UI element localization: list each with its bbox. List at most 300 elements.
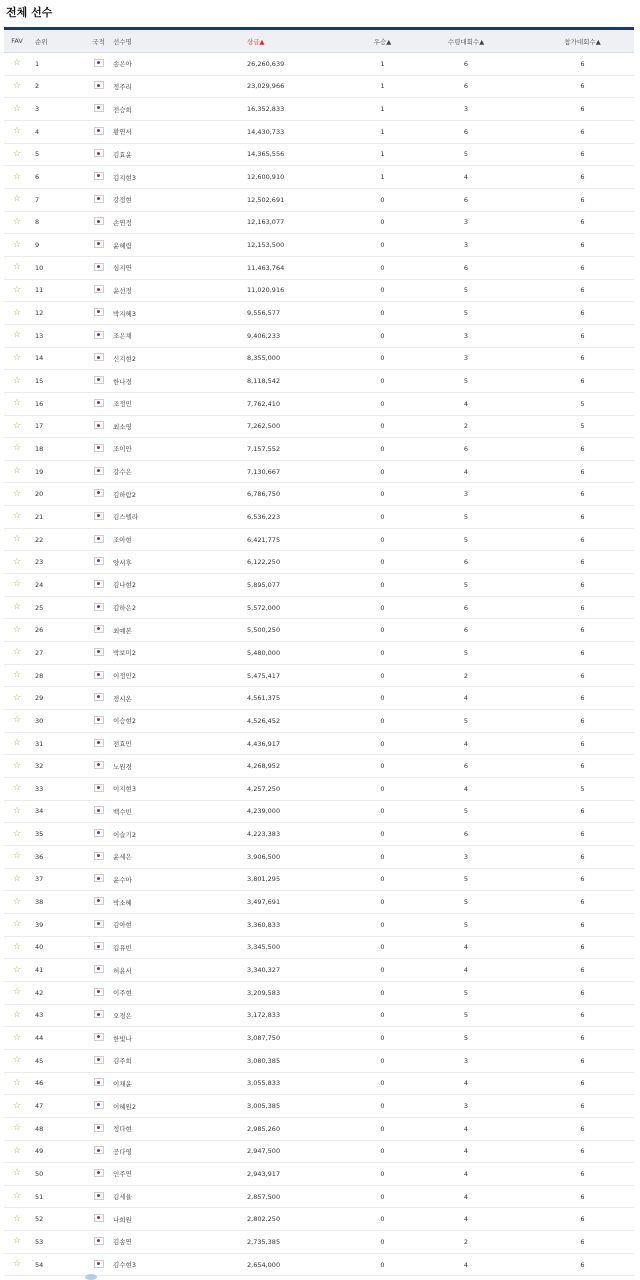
- wins-cell: 0: [364, 891, 401, 914]
- table-row: [4, 551, 634, 574]
- prize-cell: 3,801,295: [241, 868, 364, 891]
- table-row: [4, 732, 634, 755]
- prize-cell: 3,055,833: [241, 1072, 364, 1095]
- table-row: [4, 256, 634, 279]
- header-fav: FAV: [4, 30, 30, 53]
- nation-cell: [86, 1140, 111, 1163]
- star-outline-icon[interactable]: ☆: [12, 284, 22, 295]
- korea-flag-icon: [94, 1101, 104, 1109]
- star-outline-icon[interactable]: ☆: [12, 103, 22, 114]
- star-outline-icon[interactable]: ☆: [12, 556, 22, 567]
- star-outline-icon[interactable]: ☆: [12, 738, 22, 749]
- star-outline-icon[interactable]: ☆: [12, 443, 22, 454]
- korea-flag-icon: [94, 1237, 104, 1245]
- table-row: [4, 302, 634, 325]
- player-name-link[interactable]: 백수빈: [111, 800, 241, 823]
- korea-flag-icon: [94, 784, 104, 792]
- table-row: [4, 415, 634, 438]
- player-name-link[interactable]: 이정민2: [111, 664, 241, 687]
- player-name-link[interactable]: 조정민: [111, 392, 241, 415]
- player-name-link[interactable]: 이주현: [111, 981, 241, 1004]
- wins-cell: 1: [364, 143, 401, 166]
- player-name-link[interactable]: 김나현2: [111, 574, 241, 597]
- prize-cell: 12,502,691: [241, 188, 364, 211]
- table-row: [4, 1049, 634, 1072]
- prize-cell: 3,087,750: [241, 1027, 364, 1050]
- events-cell: 6: [531, 710, 634, 733]
- wins-cell: 1: [364, 75, 401, 98]
- cuts-cell: 5: [401, 981, 531, 1004]
- rank-cell: 11: [30, 279, 86, 302]
- fav-cell: [4, 1185, 30, 1208]
- table-row: [4, 120, 634, 143]
- fav-cell: [4, 256, 30, 279]
- star-outline-icon[interactable]: ☆: [12, 1009, 22, 1020]
- player-name-link[interactable]: 김지현3: [111, 166, 241, 189]
- fav-cell: [4, 53, 30, 76]
- wins-cell: 0: [364, 370, 401, 393]
- star-outline-icon[interactable]: ☆: [12, 1123, 22, 1134]
- events-cell: 5: [531, 778, 634, 801]
- star-outline-icon[interactable]: ☆: [12, 80, 22, 91]
- fav-cell: [4, 687, 30, 710]
- korea-flag-icon: [94, 1033, 104, 1041]
- player-name-link[interactable]: 이승현2: [111, 710, 241, 733]
- prize-cell: 8,118,542: [241, 370, 364, 393]
- events-cell: 6: [531, 460, 634, 483]
- prize-cell: 6,421,775: [241, 528, 364, 551]
- wins-cell: 1: [364, 120, 401, 143]
- wins-cell: 0: [364, 1004, 401, 1027]
- rank-cell: 34: [30, 800, 86, 823]
- player-name-link[interactable]: 인주연: [111, 1163, 241, 1186]
- player-name-link[interactable]: 김주희: [111, 1049, 241, 1072]
- wins-cell: 0: [364, 800, 401, 823]
- cuts-cell: 2: [401, 664, 531, 687]
- player-name-link[interactable]: 나희원: [111, 1208, 241, 1231]
- prize-cell: 2,985,260: [241, 1117, 364, 1140]
- table-row: [4, 392, 634, 415]
- player-name-link[interactable]: 김아현: [111, 913, 241, 936]
- cuts-cell: 5: [401, 574, 531, 597]
- events-cell: 6: [531, 891, 634, 914]
- players-table: [4, 30, 634, 1276]
- player-name-link[interactable]: 강정현: [111, 188, 241, 211]
- table-row: [4, 1072, 634, 1095]
- cuts-cell: 5: [401, 642, 531, 665]
- events-cell: 6: [531, 75, 634, 98]
- player-name-link[interactable]: 심지연: [111, 256, 241, 279]
- player-name-link[interactable]: 조이안: [111, 438, 241, 461]
- cuts-cell: 6: [401, 823, 531, 846]
- rank-cell: 43: [30, 1004, 86, 1027]
- prize-cell: 5,480,000: [241, 642, 364, 665]
- star-outline-icon[interactable]: ☆: [12, 579, 22, 590]
- table-row: [4, 75, 634, 98]
- events-cell: 6: [531, 1072, 634, 1095]
- fav-cell: [4, 845, 30, 868]
- cuts-cell: 6: [401, 53, 531, 76]
- fav-cell: [4, 98, 30, 121]
- cuts-cell: 3: [401, 1049, 531, 1072]
- star-outline-icon[interactable]: ☆: [12, 987, 22, 998]
- prize-cell: 8,355,000: [241, 347, 364, 370]
- player-name-link[interactable]: 이혜원2: [111, 1095, 241, 1118]
- player-name-link[interactable]: 정주리: [111, 75, 241, 98]
- korea-flag-icon: [94, 467, 104, 475]
- cuts-cell: 6: [401, 551, 531, 574]
- nation-cell: [86, 234, 111, 257]
- player-name-link[interactable]: 윤선정: [111, 279, 241, 302]
- rank-cell: 20: [30, 483, 86, 506]
- prize-cell: 3,172,833: [241, 1004, 364, 1027]
- cuts-cell: 4: [401, 1253, 531, 1276]
- prize-cell: 11,020,916: [241, 279, 364, 302]
- rank-cell: 31: [30, 732, 86, 755]
- table-row: [4, 687, 634, 710]
- player-name-link[interactable]: 조아현: [111, 528, 241, 551]
- player-name-link[interactable]: 윤세은: [111, 845, 241, 868]
- player-name-link[interactable]: 이지현3: [111, 778, 241, 801]
- fav-cell: [4, 1027, 30, 1050]
- events-cell: 6: [531, 800, 634, 823]
- player-name-link[interactable]: 윤수아: [111, 868, 241, 891]
- star-outline-icon[interactable]: ☆: [12, 919, 22, 930]
- nation-cell: [86, 98, 111, 121]
- prize-cell: 2,654,000: [241, 1253, 364, 1276]
- rank-cell: 46: [30, 1072, 86, 1095]
- nation-cell: [86, 53, 111, 76]
- header-prize-sort[interactable]: 상금▲: [241, 30, 364, 53]
- nation-cell: [86, 166, 111, 189]
- star-outline-icon[interactable]: ☆: [12, 1032, 22, 1043]
- prize-cell: 4,268,952: [241, 755, 364, 778]
- star-outline-icon[interactable]: ☆: [12, 828, 22, 839]
- star-outline-icon[interactable]: ☆: [12, 1213, 22, 1224]
- star-outline-icon[interactable]: ☆: [12, 262, 22, 273]
- fav-cell: [4, 120, 30, 143]
- star-outline-icon[interactable]: ☆: [12, 216, 22, 227]
- star-outline-icon[interactable]: ☆: [12, 873, 22, 884]
- rank-cell: 29: [30, 687, 86, 710]
- fav-cell: [4, 279, 30, 302]
- prize-cell: 5,572,000: [241, 596, 364, 619]
- fav-cell: [4, 528, 30, 551]
- player-name-link[interactable]: 한빛나: [111, 1027, 241, 1050]
- table-row: [4, 166, 634, 189]
- fav-cell: [4, 75, 30, 98]
- rank-cell: 17: [30, 415, 86, 438]
- cuts-cell: 5: [401, 506, 531, 529]
- star-outline-icon[interactable]: ☆: [12, 692, 22, 703]
- nation-cell: [86, 75, 111, 98]
- cuts-cell: 3: [401, 211, 531, 234]
- prize-cell: 6,786,750: [241, 483, 364, 506]
- star-outline-icon[interactable]: ☆: [12, 171, 22, 182]
- wins-cell: 0: [364, 755, 401, 778]
- star-outline-icon[interactable]: ☆: [12, 534, 22, 545]
- cuts-cell: 3: [401, 98, 531, 121]
- header-events-sort[interactable]: 참가대회수▲: [531, 30, 634, 53]
- table-header-row: [4, 30, 634, 53]
- cuts-cell: 5: [401, 913, 531, 936]
- nation-cell: [86, 188, 111, 211]
- star-outline-icon[interactable]: ☆: [12, 352, 22, 363]
- star-outline-icon[interactable]: ☆: [12, 624, 22, 635]
- prize-cell: 2,735,385: [241, 1231, 364, 1254]
- player-name-link[interactable]: 박보미2: [111, 642, 241, 665]
- wins-cell: 0: [364, 823, 401, 846]
- events-cell: 6: [531, 755, 634, 778]
- events-cell: 6: [531, 234, 634, 257]
- wins-cell: 0: [364, 528, 401, 551]
- player-name-link[interactable]: 전효민: [111, 732, 241, 755]
- wins-cell: 0: [364, 1253, 401, 1276]
- star-outline-icon[interactable]: ☆: [12, 964, 22, 975]
- header-rank[interactable]: 순위: [30, 30, 86, 53]
- events-cell: 6: [531, 370, 634, 393]
- player-name-link[interactable]: 정다현: [111, 1117, 241, 1140]
- cuts-cell: 4: [401, 166, 531, 189]
- player-name-link[interactable]: 윤혜림: [111, 234, 241, 257]
- player-name-link[interactable]: 한나경: [111, 370, 241, 393]
- fav-cell: [4, 619, 30, 642]
- star-outline-icon[interactable]: ☆: [12, 194, 22, 205]
- star-outline-icon[interactable]: ☆: [12, 239, 22, 250]
- player-name-link[interactable]: 최소영: [111, 415, 241, 438]
- fav-cell: [4, 1208, 30, 1231]
- events-cell: 6: [531, 959, 634, 982]
- player-name-link[interactable]: 강수은: [111, 460, 241, 483]
- nation-cell: [86, 936, 111, 959]
- nation-cell: [86, 1049, 111, 1072]
- player-name-link[interactable]: 양서후: [111, 551, 241, 574]
- korea-flag-icon: [94, 1056, 104, 1064]
- rank-cell: 7: [30, 188, 86, 211]
- player-name-link[interactable]: 황연서: [111, 120, 241, 143]
- fav-cell: [4, 642, 30, 665]
- nation-cell: [86, 868, 111, 891]
- player-name-link[interactable]: 허윤서: [111, 959, 241, 982]
- player-name-link[interactable]: 김송연: [111, 1231, 241, 1254]
- events-cell: 6: [531, 120, 634, 143]
- rank-cell: 22: [30, 528, 86, 551]
- star-outline-icon[interactable]: ☆: [12, 760, 22, 771]
- player-name-link[interactable]: 김유빈: [111, 936, 241, 959]
- rank-cell: 5: [30, 143, 86, 166]
- player-name-link[interactable]: 김하은2: [111, 596, 241, 619]
- cuts-cell: 4: [401, 392, 531, 415]
- star-outline-icon[interactable]: ☆: [12, 851, 22, 862]
- rank-cell: 28: [30, 664, 86, 687]
- player-name-link[interactable]: 김수현3: [111, 1253, 241, 1276]
- star-outline-icon[interactable]: ☆: [12, 1055, 22, 1066]
- star-outline-icon[interactable]: ☆: [12, 488, 22, 499]
- wins-cell: 0: [364, 483, 401, 506]
- nation-cell: [86, 528, 111, 551]
- nation-cell: [86, 483, 111, 506]
- header-cuts-sort[interactable]: 수령대회수▲: [401, 30, 531, 53]
- player-name-link[interactable]: 송은아: [111, 53, 241, 76]
- fav-cell: [4, 868, 30, 891]
- star-outline-icon[interactable]: ☆: [12, 398, 22, 409]
- rank-cell: 27: [30, 642, 86, 665]
- star-outline-icon[interactable]: ☆: [12, 420, 22, 431]
- nation-cell: [86, 619, 111, 642]
- star-outline-icon[interactable]: ☆: [12, 1236, 22, 1247]
- korea-flag-icon: [94, 331, 104, 339]
- nation-cell: [86, 732, 111, 755]
- korea-flag-icon: [94, 648, 104, 656]
- star-outline-icon[interactable]: ☆: [12, 511, 22, 522]
- cuts-cell: 6: [401, 75, 531, 98]
- star-outline-icon[interactable]: ☆: [12, 466, 22, 477]
- events-cell: 6: [531, 302, 634, 325]
- fav-cell: [4, 166, 30, 189]
- nation-cell: [86, 755, 111, 778]
- wins-cell: 0: [364, 324, 401, 347]
- nation-cell: [86, 256, 111, 279]
- player-name-link[interactable]: 김하람2: [111, 483, 241, 506]
- events-cell: 6: [531, 732, 634, 755]
- star-outline-icon[interactable]: ☆: [12, 330, 22, 341]
- player-name-link[interactable]: 이슬기2: [111, 823, 241, 846]
- rank-cell: 4: [30, 120, 86, 143]
- nation-cell: [86, 460, 111, 483]
- korea-flag-icon: [94, 1124, 104, 1132]
- korea-flag-icon: [94, 421, 104, 429]
- table-row: [4, 188, 634, 211]
- prize-cell: 23,029,966: [241, 75, 364, 98]
- korea-flag-icon: [94, 512, 104, 520]
- korea-flag-icon: [94, 1214, 104, 1222]
- prize-cell: 7,130,667: [241, 460, 364, 483]
- prize-cell: 3,209,583: [241, 981, 364, 1004]
- nation-cell: [86, 1208, 111, 1231]
- star-outline-icon[interactable]: ☆: [12, 1100, 22, 1111]
- cuts-cell: 4: [401, 1117, 531, 1140]
- prize-cell: 2,802,250: [241, 1208, 364, 1231]
- star-outline-icon[interactable]: ☆: [12, 126, 22, 137]
- player-name-link[interactable]: 김스텔라: [111, 506, 241, 529]
- nation-cell: [86, 415, 111, 438]
- player-name-link[interactable]: 박지혜3: [111, 302, 241, 325]
- header-player-name[interactable]: 선수명: [111, 30, 241, 53]
- player-name-link[interactable]: 최예본: [111, 619, 241, 642]
- star-outline-icon[interactable]: ☆: [12, 1168, 22, 1179]
- star-outline-icon[interactable]: ☆: [12, 896, 22, 907]
- events-cell: 6: [531, 845, 634, 868]
- table-row: [4, 710, 634, 733]
- star-outline-icon[interactable]: ☆: [12, 1191, 22, 1202]
- events-cell: 6: [531, 256, 634, 279]
- nation-cell: [86, 506, 111, 529]
- fav-cell: [4, 370, 30, 393]
- star-outline-icon[interactable]: ☆: [12, 941, 22, 952]
- star-outline-icon[interactable]: ☆: [12, 58, 22, 69]
- wins-cell: 1: [364, 166, 401, 189]
- korea-flag-icon: [94, 172, 104, 180]
- rank-cell: 12: [30, 302, 86, 325]
- star-outline-icon[interactable]: ☆: [12, 715, 22, 726]
- star-outline-icon[interactable]: ☆: [12, 1145, 22, 1156]
- fav-cell: [4, 732, 30, 755]
- star-outline-icon[interactable]: ☆: [12, 647, 22, 658]
- star-outline-icon[interactable]: ☆: [12, 805, 22, 816]
- wins-cell: 0: [364, 1231, 401, 1254]
- star-outline-icon[interactable]: ☆: [12, 1259, 22, 1270]
- star-outline-icon[interactable]: ☆: [12, 1077, 22, 1088]
- player-name-link[interactable]: 공다영: [111, 1140, 241, 1163]
- cuts-cell: 4: [401, 1185, 531, 1208]
- wins-cell: 0: [364, 551, 401, 574]
- events-cell: 6: [531, 98, 634, 121]
- prize-cell: 7,157,552: [241, 438, 364, 461]
- table-row: [4, 981, 634, 1004]
- events-cell: 6: [531, 642, 634, 665]
- events-cell: 6: [531, 1231, 634, 1254]
- table-row: [4, 778, 634, 801]
- nation-cell: [86, 959, 111, 982]
- rank-cell: 2: [30, 75, 86, 98]
- nation-cell: [86, 596, 111, 619]
- events-cell: 6: [531, 1004, 634, 1027]
- events-cell: 6: [531, 211, 634, 234]
- player-name-link[interactable]: 정시온: [111, 687, 241, 710]
- player-name-link[interactable]: 손연정: [111, 211, 241, 234]
- star-outline-icon[interactable]: ☆: [12, 670, 22, 681]
- prize-cell: 6,536,223: [241, 506, 364, 529]
- player-name-link[interactable]: 신지현2: [111, 347, 241, 370]
- player-name-link[interactable]: 조은채: [111, 324, 241, 347]
- star-outline-icon[interactable]: ☆: [12, 375, 22, 386]
- events-cell: 6: [531, 1049, 634, 1072]
- prize-cell: 3,340,327: [241, 959, 364, 982]
- player-name-link[interactable]: 전승희: [111, 98, 241, 121]
- star-outline-icon[interactable]: ☆: [12, 783, 22, 794]
- wins-cell: 0: [364, 302, 401, 325]
- player-name-link[interactable]: 노원경: [111, 755, 241, 778]
- player-name-link[interactable]: 김효윤: [111, 143, 241, 166]
- player-name-link[interactable]: 김세율: [111, 1185, 241, 1208]
- rank-cell: 51: [30, 1185, 86, 1208]
- nation-cell: [86, 302, 111, 325]
- wins-cell: 0: [364, 1208, 401, 1231]
- table-row: [4, 845, 634, 868]
- cuts-cell: 6: [401, 755, 531, 778]
- wins-cell: 0: [364, 506, 401, 529]
- header-wins-sort[interactable]: 우승▲: [364, 30, 401, 53]
- korea-flag-icon: [94, 217, 104, 225]
- prize-cell: 3,005,385: [241, 1095, 364, 1118]
- korea-flag-icon: [94, 489, 104, 497]
- wins-cell: 0: [364, 438, 401, 461]
- star-outline-icon[interactable]: ☆: [12, 307, 22, 318]
- cuts-cell: 3: [401, 234, 531, 257]
- nation-cell: [86, 143, 111, 166]
- player-name-link[interactable]: 이채윤: [111, 1072, 241, 1095]
- star-outline-icon[interactable]: ☆: [12, 148, 22, 159]
- player-name-link[interactable]: 오경은: [111, 1004, 241, 1027]
- korea-flag-icon: [94, 308, 104, 316]
- rank-cell: 45: [30, 1049, 86, 1072]
- cuts-cell: 6: [401, 256, 531, 279]
- wins-cell: 0: [364, 959, 401, 982]
- star-outline-icon[interactable]: ☆: [12, 602, 22, 613]
- player-name-link[interactable]: 박소혜: [111, 891, 241, 914]
- cuts-cell: 4: [401, 1163, 531, 1186]
- rank-cell: 37: [30, 868, 86, 891]
